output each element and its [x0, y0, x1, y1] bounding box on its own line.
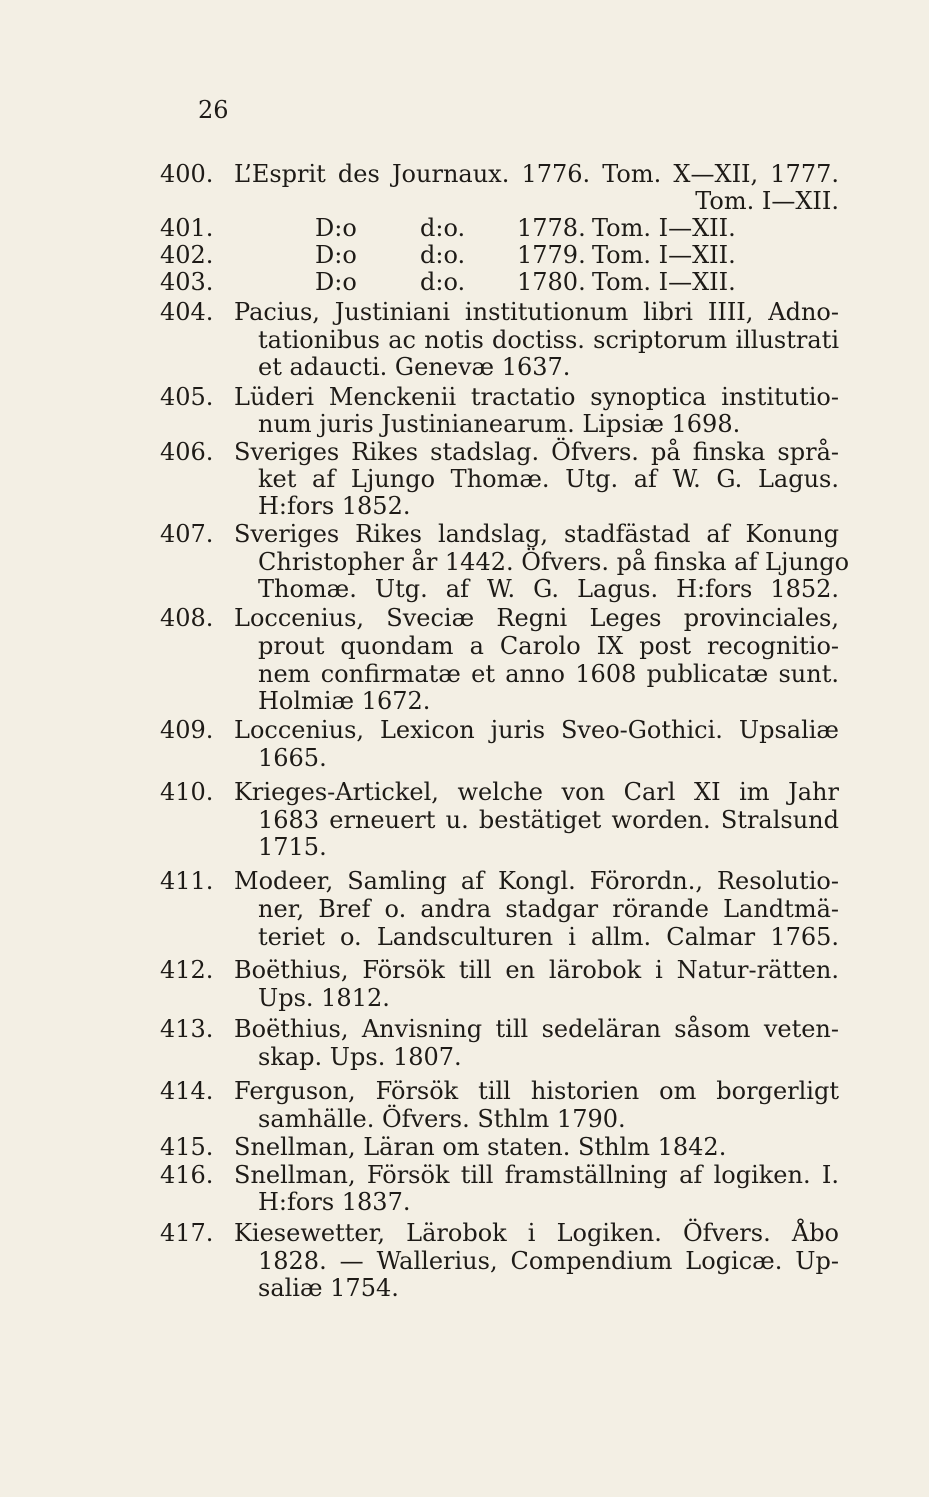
entry-line: Modeer, Samling af Kongl. Förordn., Resolutio-	[234, 867, 839, 895]
entry-line: Pacius, Justiniani institutionum libri IIII, Adno-	[234, 298, 839, 326]
entry-number: 411.	[160, 867, 214, 895]
entry-line: Snellman, Försök till framställning af logiken. I.	[234, 1161, 839, 1189]
entry-line: Thomæ. Utg. af W. G. Lagus. H:fors 1852.	[258, 575, 839, 603]
ditto-year: 1778.	[517, 214, 586, 242]
ditto-year: 1779.	[517, 241, 586, 269]
entry-line: Snellman, Läran om staten. Sthlm 1842.	[234, 1133, 727, 1161]
entry-line: Krieges-Artickel, welche von Carl XI im Jahr	[234, 778, 839, 806]
entry-line: prout quondam a Carolo IX post recognitio-	[258, 632, 839, 660]
ditto-author: D:o	[315, 268, 357, 296]
entry-number: 400.	[160, 160, 214, 188]
entry-line: teriet o. Landsculturen i allm. Calmar 1765.	[258, 923, 839, 951]
ditto-title: d:o.	[420, 214, 466, 242]
entry-number: 412.	[160, 956, 214, 984]
entry-number: 417.	[160, 1219, 214, 1247]
ditto-volumes: Tom. I—XII.	[592, 214, 736, 242]
entry-number: 416.	[160, 1161, 214, 1189]
page-number: 26	[198, 96, 229, 124]
entry-number: 408.	[160, 604, 214, 632]
entry-line: num juris Justinianearum. Lipsiæ 1698.	[258, 410, 741, 438]
entry-line: samhälle. Öfvers. Sthlm 1790.	[258, 1105, 626, 1133]
entry-line: saliæ 1754.	[258, 1274, 399, 1302]
entry-line: skap. Ups. 1807.	[258, 1043, 462, 1071]
entry-line: Ferguson, Försök till historien om borgerligt	[234, 1077, 839, 1105]
entry-line: Sveriges Rikes stadslag. Öfvers. på finska språ-	[234, 438, 839, 466]
entry-number: 410.	[160, 778, 214, 806]
entry-line: nem confirmatæ et anno 1608 publicatæ sunt.	[258, 660, 839, 688]
entry-line: Kiesewetter, Lärobok i Logiken. Öfvers. Åbo	[234, 1219, 839, 1247]
entry-line: 1715.	[258, 833, 327, 861]
entry-number: 409.	[160, 716, 214, 744]
entry-number: 402.	[160, 241, 214, 269]
entry-line: ner, Bref o. andra stadgar rörande Landtmä-	[258, 895, 839, 923]
entry-line: Sveriges Rikes landslag, stadfästad af Konung	[234, 520, 839, 548]
entry-line: Tom. I—XII.	[695, 187, 839, 215]
entry-number: 404.	[160, 298, 214, 326]
entry-line: H:fors 1852.	[258, 492, 411, 520]
entry-line: 1828. — Wallerius, Compendium Logicæ. Up-	[258, 1247, 839, 1275]
entry-number: 403.	[160, 268, 214, 296]
ditto-title: d:o.	[420, 268, 466, 296]
entry-line: Holmiæ 1672.	[258, 687, 431, 715]
ditto-author: D:o	[315, 214, 357, 242]
ditto-title: d:o.	[420, 241, 466, 269]
entry-line: H:fors 1837.	[258, 1188, 411, 1216]
entry-line: Boëthius, Försök till en lärobok i Natur-rätten.	[234, 956, 839, 984]
entry-line: et adaucti. Genevæ 1637.	[258, 353, 571, 381]
entry-line: tationibus ac notis doctiss. scriptorum illustrati	[258, 326, 839, 354]
ditto-author: D:o	[315, 241, 357, 269]
ditto-year: 1780.	[517, 268, 586, 296]
entry-line: Lüderi Menckenii tractatio synoptica institutio-	[234, 383, 839, 411]
entry-line: L’Esprit des Journaux. 1776. Tom. X—XII, 1777.	[234, 160, 839, 188]
entry-line: Ups. 1812.	[258, 984, 390, 1012]
entry-number: 401.	[160, 214, 214, 242]
entry-line: 1683 erneuert u. bestätiget worden. Stralsund	[258, 806, 839, 834]
entry-number: 407.	[160, 520, 214, 548]
entry-number: 405.	[160, 383, 214, 411]
entry-line: Christopher år 1442. Öfvers. på finska af Ljungo	[258, 548, 850, 576]
entry-number: 406.	[160, 438, 214, 466]
entry-line: Loccenius, Lexicon juris Sveo-Gothici. Upsaliæ	[234, 716, 839, 744]
ditto-volumes: Tom. I—XII.	[592, 241, 736, 269]
entry-line: ket af Ljungo Thomæ. Utg. af W. G. Lagus.	[258, 465, 839, 493]
entry-number: 413.	[160, 1015, 214, 1043]
entry-line: Loccenius, Sveciæ Regni Leges provinciales,	[234, 604, 839, 632]
entry-number: 414.	[160, 1077, 214, 1105]
entry-line: Boëthius, Anvisning till sedeläran såsom veten-	[234, 1015, 839, 1043]
entry-line: 1665.	[258, 744, 327, 772]
entry-number: 415.	[160, 1133, 214, 1161]
ditto-volumes: Tom. I—XII.	[592, 268, 736, 296]
